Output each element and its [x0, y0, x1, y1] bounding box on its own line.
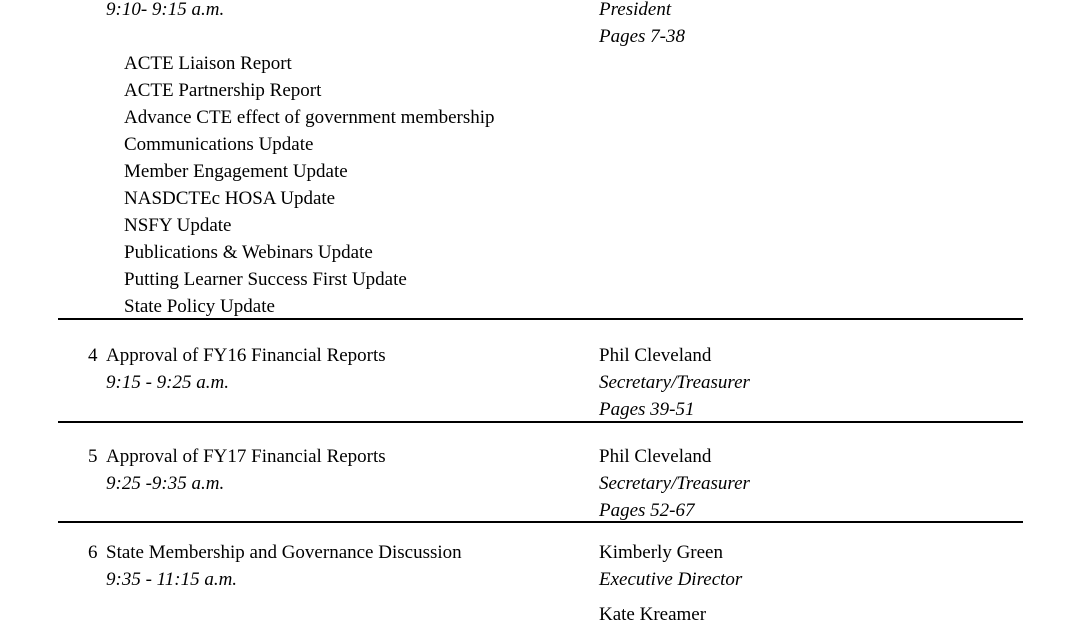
item3-subitem: Publications & Webinars Update [124, 242, 373, 263]
section-divider [58, 421, 1023, 423]
item5-number: 5 [88, 446, 98, 467]
item5-heading [88, 443, 386, 470]
section-divider [58, 521, 1023, 523]
item3-subitem: ACTE Liaison Report [124, 53, 292, 74]
item3-subitem: ACTE Partnership Report [124, 80, 322, 101]
item3-subitem: Communications Update [124, 134, 314, 155]
item4-time: 9:15 - 9:25 a.m. [106, 372, 229, 393]
item3-pages: Pages 7-38 [599, 26, 686, 47]
item3-subitem: NASDCTEc HOSA Update [124, 188, 336, 209]
item3-subitem: State Policy Update [124, 296, 275, 317]
item6-number: 6 [88, 542, 98, 563]
item6-presenter2: Kate Kreamer [599, 604, 707, 625]
item6-presenter: Kimberly Green [599, 542, 723, 563]
item3-subitem: NSFY Update [124, 215, 232, 236]
item5-time: 9:25 -9:35 a.m. [106, 473, 225, 494]
item4-presenter-role: Secretary/Treasurer [599, 372, 750, 393]
item4-heading [88, 342, 386, 369]
item4-title: Approval of FY16 Financial Reports [106, 345, 386, 366]
item5-presenter-role: Secretary/Treasurer [599, 473, 750, 494]
item6-presenter-role: Executive Director [599, 569, 743, 590]
item4-number: 4 [88, 345, 98, 366]
item3-subitem: Advance CTE effect of government membership [124, 107, 495, 128]
item3-presenter-role: President [599, 0, 672, 20]
item5-title: Approval of FY17 Financial Reports [106, 446, 386, 467]
item5-presenter: Phil Cleveland [599, 446, 712, 467]
item3-time: 9:10- 9:15 a.m. [106, 0, 225, 20]
item4-presenter: Phil Cleveland [599, 345, 712, 366]
item5-pages: Pages 52-67 [599, 500, 695, 521]
item6-heading [88, 539, 462, 566]
item4-pages: Pages 39-51 [599, 399, 695, 420]
item6-title: State Membership and Governance Discussion [106, 542, 462, 563]
section-divider [58, 318, 1023, 320]
item3-subitem: Putting Learner Success First Update [124, 269, 407, 290]
item6-time: 9:35 - 11:15 a.m. [106, 569, 238, 590]
item3-subitem: Member Engagement Update [124, 161, 348, 182]
